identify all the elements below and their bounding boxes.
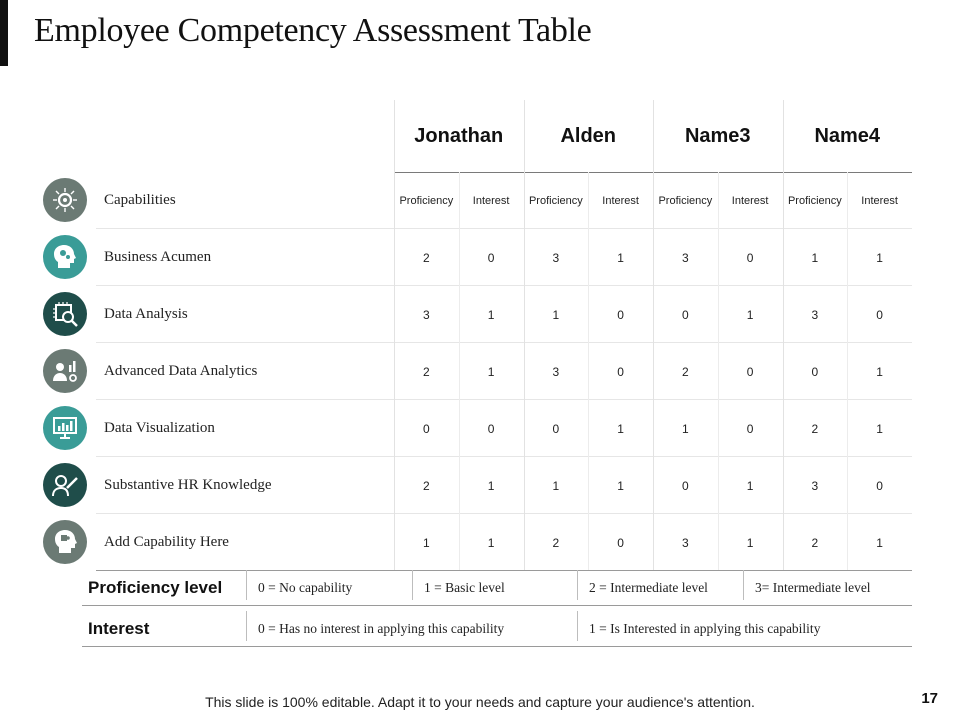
page-number: 17 <box>921 690 938 707</box>
column-separator <box>394 100 395 570</box>
footer-note: This slide is 100% editable. Adapt it to your needs and capture your audience's attention. <box>205 694 755 710</box>
sub-header-cell: Interest <box>731 194 769 207</box>
employee-name-header-cell: Name3 <box>684 124 751 147</box>
capability-label: Substantive HR Knowledge <box>104 477 272 493</box>
sub-header-cell: Proficiency <box>528 194 583 207</box>
legend-item: 2 = Intermediate level <box>589 580 708 595</box>
table-row <box>40 514 912 571</box>
capabilities-header-row <box>40 172 912 229</box>
score-cell: 0 <box>811 364 819 379</box>
score-cell: 1 <box>552 478 560 493</box>
score-cell: 3 <box>552 364 560 379</box>
score-cell: 3 <box>423 307 430 322</box>
score-cell: 0 <box>552 421 560 436</box>
score-cell: 1 <box>617 421 624 436</box>
sub-header-cell: Interest <box>602 194 639 207</box>
interest-legend <box>82 611 912 647</box>
employee-name-header-cell: Jonathan <box>414 124 504 147</box>
sub-column-separator <box>718 172 719 570</box>
score-cell: 1 <box>487 535 495 550</box>
legend-item: 0 = Has no interest in applying this capability <box>258 621 505 636</box>
gear-network-icon <box>43 178 87 222</box>
capability-label: Data Analysis <box>104 306 188 322</box>
proficiency-legend <box>82 570 912 606</box>
score-cell: 2 <box>552 535 560 550</box>
capability-label: Advanced Data Analytics <box>104 363 258 379</box>
score-cell: 0 <box>876 478 883 493</box>
score-cell: 2 <box>423 478 430 493</box>
legend-divider <box>246 611 247 641</box>
legend-divider <box>412 570 413 600</box>
score-cell: 0 <box>487 421 495 436</box>
score-cell: 2 <box>423 364 430 379</box>
legend-item: 3= Intermediate level <box>755 580 871 595</box>
column-separator <box>783 100 784 570</box>
score-cell: 1 <box>487 478 495 493</box>
score-cell: 1 <box>617 478 624 493</box>
capabilities-header-label: Capabilities <box>104 192 176 208</box>
interest-legend-label: Interest <box>88 619 150 638</box>
score-cell: 0 <box>876 307 883 322</box>
sub-header-cell: Interest <box>861 194 898 207</box>
score-cell: 1 <box>552 307 560 322</box>
score-cell: 1 <box>876 364 883 379</box>
legend-bottom-line <box>82 605 912 606</box>
score-cell: 0 <box>617 535 624 550</box>
score-cell: 2 <box>811 421 819 436</box>
sub-column-separator <box>588 172 589 570</box>
score-cell: 0 <box>617 307 624 322</box>
sub-header-cell: Proficiency <box>658 194 713 207</box>
head-puzzle-icon <box>43 520 87 564</box>
page-title: Employee Competency Assessment Table <box>34 12 592 49</box>
score-cell: 0 <box>746 421 754 436</box>
score-cell: 3 <box>811 307 819 322</box>
score-cell: 1 <box>746 307 754 322</box>
capability-label: Data Visualization <box>104 420 215 436</box>
title-accent-bar <box>0 0 8 66</box>
score-cell: 1 <box>423 535 430 550</box>
legend-bottom-line <box>82 646 912 647</box>
score-cell: 0 <box>682 307 689 322</box>
legend-item: 1 = Is Interested in applying this capability <box>589 621 821 636</box>
score-cell: 1 <box>876 535 883 550</box>
score-cell: 0 <box>423 421 430 436</box>
sub-header-cell: Proficiency <box>787 194 842 207</box>
person-chart-icon <box>43 349 87 393</box>
person-pen-icon <box>43 463 87 507</box>
score-cell: 3 <box>682 535 689 550</box>
sub-header-cell: Proficiency <box>399 194 454 207</box>
legend-divider <box>246 570 247 600</box>
score-cell: 0 <box>746 364 754 379</box>
table-row <box>40 343 912 400</box>
score-cell: 1 <box>487 364 495 379</box>
score-cell: 1 <box>487 307 495 322</box>
score-cell: 1 <box>811 250 819 265</box>
table-row <box>40 400 912 457</box>
score-cell: 0 <box>746 250 754 265</box>
column-separator <box>653 100 654 570</box>
chip-magnifier-icon <box>43 292 87 336</box>
proficiency-legend-label: Proficiency level <box>88 578 223 597</box>
sub-column-separator <box>459 172 460 570</box>
score-cell: 3 <box>682 250 689 265</box>
score-cell: 1 <box>746 478 754 493</box>
head-gears-icon <box>43 235 87 279</box>
score-cell: 3 <box>811 478 819 493</box>
score-cell: 0 <box>487 250 495 265</box>
column-separator <box>524 100 525 570</box>
score-cell: 2 <box>811 535 819 550</box>
score-cell: 1 <box>746 535 754 550</box>
employee-name-header-cell: Alden <box>560 124 617 147</box>
capability-label: Add Capability Here <box>104 534 229 550</box>
score-cell: 3 <box>552 250 560 265</box>
score-cell: 1 <box>682 421 689 436</box>
table-row <box>40 229 912 286</box>
monitor-chart-icon <box>43 406 87 450</box>
legend-divider <box>577 570 578 600</box>
score-cell: 2 <box>682 364 689 379</box>
legend-divider <box>577 611 578 641</box>
table-row <box>40 457 912 514</box>
legend-item: 0 = No capability <box>258 580 353 595</box>
table-row <box>40 286 912 343</box>
competency-table <box>40 100 912 570</box>
legend-item: 1 = Basic level <box>424 580 505 595</box>
score-cell: 1 <box>876 421 883 436</box>
employee-name-header-cell: Name4 <box>814 124 881 147</box>
score-cell: 2 <box>423 250 430 265</box>
score-cell: 1 <box>876 250 883 265</box>
legend-divider <box>743 570 744 600</box>
capability-label: Business Acumen <box>104 249 212 265</box>
sub-header-cell: Interest <box>472 194 510 207</box>
score-cell: 0 <box>682 478 689 493</box>
sub-column-separator <box>847 172 848 570</box>
score-cell: 0 <box>617 364 624 379</box>
score-cell: 1 <box>617 250 624 265</box>
